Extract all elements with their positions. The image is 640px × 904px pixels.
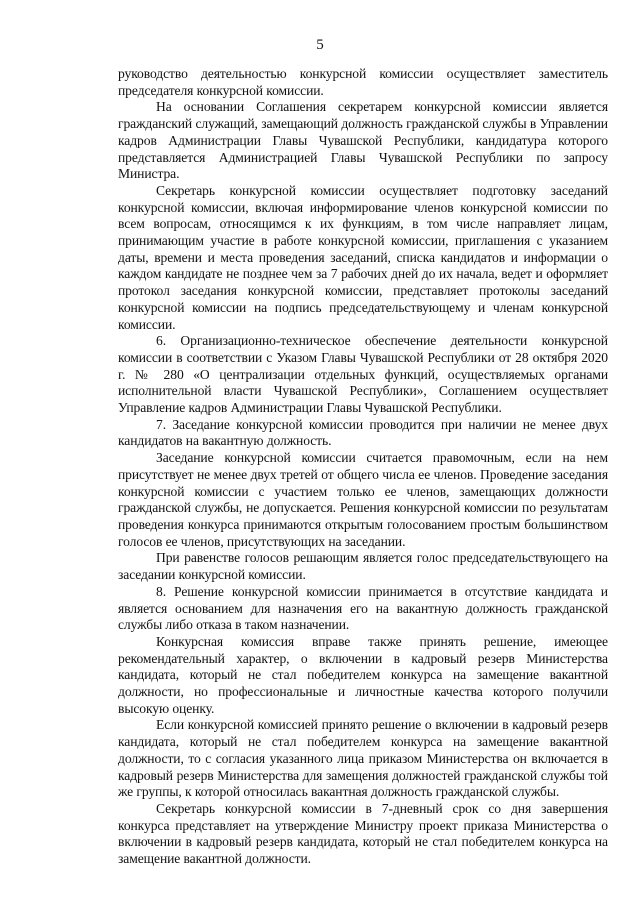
paragraph-continuation: руководство деятельностью конкурсной комиссии осуществляет заместитель председателя конкурсной комиссии. bbox=[118, 66, 608, 98]
paragraph-tie-vote: При равенстве голосов решающим является голос председательствующего на заседании конкурсной комиссии. bbox=[118, 550, 608, 583]
paragraph-recommendation: Конкурсная комиссия вправе также принять решение, имеющее рекомендательный характер, о включении в кадровый резерв Министерства кандидата, который не стал победителем конкурса на замещение вакантной должности, но профессиональные и личностные качества которого получили высокую оценку. bbox=[118, 633, 608, 716]
paragraph-secretary-appointment: На основании Соглашения секретарем конкурсной комиссии является гражданский служащий, замещающий должность гражданской службы в Управлении кадров Администрации Главы Чувашской Республики, кандидатура которого представляется Администрацией Главы Чувашской Республики по запросу Министра. bbox=[118, 99, 608, 182]
paragraph-secretary-duties: Секретарь конкурсной комиссии осуществляет подготовку заседаний конкурсной комиссии, включая информирование членов конкурсной комиссии по всем вопросам, относящимся к их функциям, в том числе направляет лицам, принимающим участие в работе конкурсной комиссии, приглашения с указанием даты, времени и места проведения заседаний, списка кандидатов и информации о каждом кандидате не позднее чем за 7 рабочих дней до их начала, ведет и оформляет протокол заседания конкурсной комиссии, представляет протоколы заседаний конкурсной комиссии на подпись председательствующему и членам конкурсной комиссии. bbox=[118, 182, 608, 332]
page-number: 5 bbox=[316, 37, 324, 53]
paragraph-item-8: 8. Решение конкурсной комиссии принимается в отсутствие кандидата и является основанием для назначения его на вакантную должность гражданской службы либо отказа в таком назначении. bbox=[118, 583, 608, 633]
paragraph-quorum: Заседание конкурсной комиссии считается правомочным, если на нем присутствует не менее двух третей от общего числа ее членов. Проведение заседания конкурсной комиссии с участием только ее членов, замещающих должности гражданской службы, не допускается. Решения конкурсной комиссии по результатам проведения конкурса принимаются открытым голосованием простым большинством голосов ее членов, присутствующих на заседании. bbox=[118, 450, 608, 549]
paragraph-item-6: 6. Организационно-техническое обеспечение деятельности конкурсной комиссии в соответствии с Указом Главы Чувашской Республики от 28 октября 2020 г. № 280 «О централизации отдельных функций, осуществляемых органами исполнительной власти Чувашской Республики», Соглашением осуществляет Управление кадров Администрации Главы Чувашской Республики. bbox=[118, 333, 608, 416]
document-body bbox=[118, 66, 608, 868]
paragraph-reserve-inclusion: Если конкурсной комиссией принято решение о включении в кадровый резерв кандидата, который не стал победителем конкурса на замещение вакантной должности, то с согласия указанного лица приказом Министерства он включается в кадровый резерв Министерства для замещения должностей гражданской службы той же группы, к которой относилась вакантная должность гражданской службы. bbox=[118, 717, 608, 800]
paragraph-item-7: 7. Заседание конкурсной комиссии проводится при наличии не менее двух кандидатов на вакантную должность. bbox=[118, 416, 608, 449]
paragraph-secretary-order: Секретарь конкурсной комиссии в 7-дневный срок со дня завершения конкурса представляет на утверждение Министру проект приказа Министерства о включении в кадровый резерв кандидата, который не стал победителем конкурса на замещение вакантной должности. bbox=[118, 800, 608, 867]
